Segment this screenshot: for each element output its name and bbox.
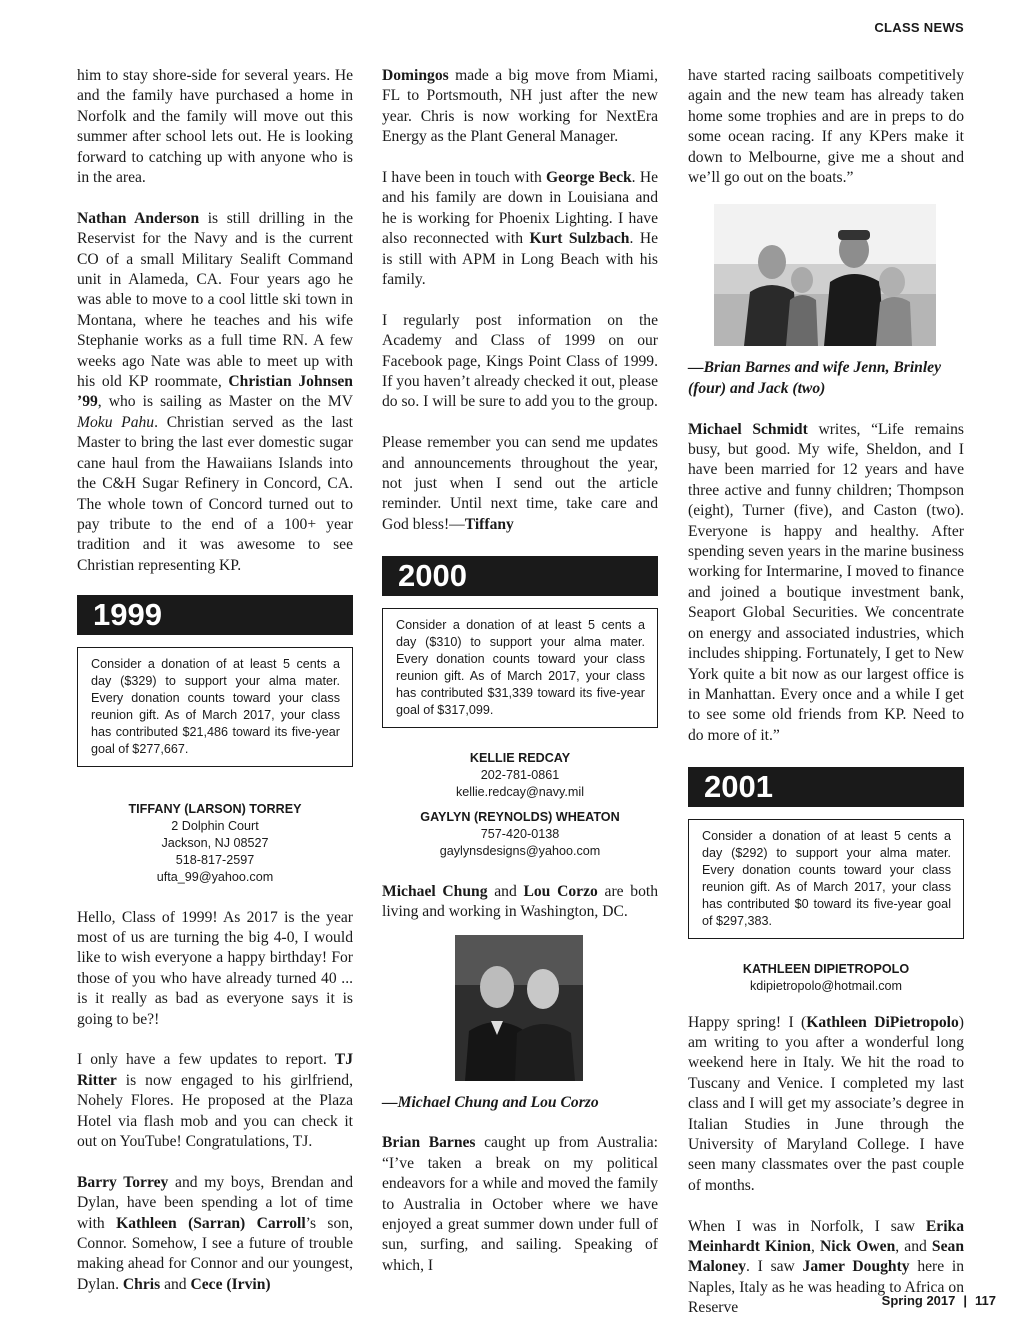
- donation-box: Consider a donation of at least 5 cents a day ($310) to support your alma mater. Every donation counts toward your class reunion gift. As of March 2017, your class has contributed $31,339 toward its five-year goal of $317,099.: [382, 608, 658, 728]
- paragraph: I regularly post information on the Academy and Class of 1999 on our Facebook page, Kings Point Class of 1999. If you haven’t already checked it out, please do so. I will be sure to add you to the group.: [382, 311, 658, 411]
- paragraph: Barry Torrey and my boys, Brendan and Dylan, have been spending a lot of time with Kathleen (Sarran) Carroll’s son, Connor. Somehow, I see a future of trouble making ahead for Connor and our youngest, Dylan. Chris and Cece (Irvin): [77, 1173, 353, 1293]
- photo-family-beach: [714, 204, 936, 346]
- class-year-banner: 1999: [77, 595, 353, 635]
- paragraph: When I was in Norfolk, I saw Erika Meinhardt Kinion, Nick Owen, and Sean Maloney. I saw Jamer Doughty here in Naples, Italy as he was heading to Africa on Reserve: [688, 1217, 965, 1317]
- paragraph: Domingos made a big move from Miami, FL to Portsmouth, NH just after the new year. Chris is now working for NextEra Energy as the Plant General Manager.: [382, 67, 658, 146]
- photo-caption: —Brian Barnes and wife Jenn, Brinley (four) and Jack (two): [688, 359, 942, 397]
- classmate-name: Barry Torrey: [77, 1173, 169, 1191]
- paragraph: I have been in touch with George Beck. He and his family are down in Louisiana and he is working for Phoenix Lighting. I have also reconnected with Kurt Sulzbach. He is still with APM in Long Beach with his family.: [382, 169, 658, 289]
- email-address: kellie.redcay@navy.mil: [455, 784, 585, 799]
- class-correspondent-contact: [382, 809, 658, 860]
- paragraph: Nathan Anderson is still drilling in the Reservist for the Navy and is the current CO of a small Military Sealift Command unit in Alameda, CA. Four years ago he was able to move to a cool little ski town in Montana, where he teaches and his wife Stephanie works as a full time RN. A few weeks ago Nate was able to meet up with his old KP roommate, Christian Johnsen ’99, who is sailing as Master on the MV Moku Pahu. Christian served as the last Master to bring the last ever domestic sugar cane haul from the Hawaiians Islands into the C&H Sugar Refinery in Concord, CA. The whole town of Concord turned out to pay tribute to the end of a 100+ year tradition and it was awesome to see Christian representing KP.: [77, 209, 353, 574]
- classmate-name: George Beck: [546, 169, 632, 187]
- photo-caption: —Michael Chung and Lou Corzo: [382, 1093, 599, 1111]
- address-line: 2 Dolphin Court: [171, 818, 259, 833]
- paragraph: him to stay shore-side for several years. He and the family have purchased a home in Norfolk and the family will move out this summer after school lets out. He is looking forward to catching up with anyone who is in the area.: [77, 67, 353, 187]
- phone-number: 518-817-2597: [175, 852, 255, 867]
- paragraph: Brian Barnes caught up from Australia: “I’ve taken a break on my political endeavors for a while and moved the family to Australia in October where we have enjoyed a great summer down under full of sun, surfing, and sailing. Speaking of which, I: [382, 1134, 658, 1274]
- email-address: gaylynsdesigns@yahoo.com: [439, 843, 601, 858]
- photo-illustration: [714, 204, 936, 346]
- paragraph: Please remember you can send me updates and announcements throughout the year, not just when I send out the article reminder. Until next time, take care and God bless!—Tiffany: [382, 434, 658, 533]
- email-address: kdipietropolo@hotmail.com: [749, 978, 903, 993]
- running-head: CLASS NEWS: [874, 20, 964, 35]
- paragraph: Michael Schmidt writes, “Life remains busy, but good. My wife, Sheldon, and I have been married for 12 years and have three active and funny children; Thompson (eight), Turner (five), and Caston (two). Everyone is happy and healthy. After spending seven years in the marine business working for Intermarine, I moved to finance and joined a boutique investment bank, Seaport Global Securities. We concentrate on energy and associated industries, which includes shipping. Fortunately, I get to New York quite a bit now as our largest office is in Manhattan. Every once and a while I get to see some old friends from KP. Need to do more of it.”: [688, 420, 964, 744]
- donation-box: Consider a donation of at least 5 cents a day ($329) to support your alma mater. Every donation counts toward your class reunion gift. As of March 2017, your class has contributed $21,486 toward its five-year goal of $277,667.: [77, 647, 353, 767]
- classmate-name: Christian Johnsen ’99: [77, 373, 353, 411]
- photo-two-men: [455, 935, 583, 1081]
- classmate-name: Lou Corzo: [523, 882, 598, 900]
- ship-name: Moku Pahu: [77, 413, 155, 431]
- column-1: [77, 66, 353, 1316]
- correspondent-signature: Tiffany: [464, 515, 514, 533]
- classmate-name: Kathleen (Sarran) Carroll: [116, 1214, 306, 1232]
- classmate-name: Michael Chung: [382, 882, 488, 900]
- classmate-name: Cece (Irvin): [190, 1275, 271, 1293]
- classmate-name: Domingos: [382, 67, 449, 84]
- paragraph: Happy spring! I (Kathleen DiPietropolo) am writing to you after a wonderful long weekend here in Italy. We hit the road to Tuscany and Venice. I completed my last class and I will get my associate’s degree in Italian Studies in June through the University of Maryland College. I have seen many classmates over the past couple of months.: [688, 1013, 964, 1194]
- page-number: 117: [975, 1293, 996, 1308]
- email-address: ufta_99@yahoo.com: [156, 869, 274, 884]
- correspondent-name: KATHLEEN DIPIETROPOLO: [742, 961, 910, 976]
- classmate-name: Kurt Sulzbach: [529, 230, 630, 248]
- classmate-name: Erika Meinhardt Kinion: [688, 1217, 964, 1255]
- class-correspondent-contact: [688, 961, 964, 995]
- classmate-name: Chris: [122, 1275, 161, 1293]
- class-year-banner: 2001: [688, 767, 964, 807]
- classmate-name: Nathan Anderson: [77, 209, 200, 227]
- class-year-banner: 2000: [382, 556, 658, 596]
- issue-label: Spring 2017: [881, 1293, 956, 1308]
- correspondent-name: KELLIE REDCAY: [469, 750, 571, 765]
- correspondent-name: GAYLYN (REYNOLDS) WHEATON: [420, 809, 620, 824]
- class-correspondent-contact: [382, 750, 658, 801]
- classmate-name: TJ Ritter: [77, 1051, 353, 1089]
- footer-separator: |: [963, 1293, 968, 1308]
- paragraph: Hello, Class of 1999! As 2017 is the year most of us are turning the big 4-0, I would like to wish everyone a happy birthday! For those of you who have already turned 40 ... is it really as bad as everyone says it is going to be?!: [77, 908, 353, 1028]
- classmate-name: Brian Barnes: [382, 1134, 476, 1152]
- classmate-name: Nick Owen: [819, 1237, 896, 1255]
- classmate-name: Sean Maloney: [688, 1237, 964, 1276]
- classmate-name: Kathleen DiPietropolo: [806, 1013, 959, 1031]
- column-2: [382, 66, 658, 1297]
- donation-box: Consider a donation of at least 5 cents a day ($292) to support your alma mater. Every donation counts toward your class reunion gift. As of March 2017, your class has contributed $0 toward its five-year goal of $297,383.: [688, 819, 964, 939]
- page-footer: [882, 1293, 996, 1308]
- classmate-name: Michael Schmidt: [688, 420, 808, 438]
- photo-illustration: [455, 935, 583, 1081]
- phone-number: 757-420-0138: [480, 826, 560, 841]
- correspondent-name: TIFFANY (LARSON) TORREY: [128, 801, 302, 816]
- paragraph: I only have a few updates to report. TJ Ritter is now engaged to his girlfriend, Nohely Flores. He proposed at the Plaza Hotel via flash mob and you can check it out on YouTube! Congratulations, TJ.: [77, 1051, 353, 1150]
- classmate-name: Jamer Doughty: [802, 1258, 910, 1276]
- phone-number: 202-781-0861: [480, 767, 560, 782]
- class-correspondent-contact: [77, 801, 353, 886]
- address-line: Jackson, NJ 08527: [161, 835, 269, 850]
- paragraph: have started racing sailboats competitively again and the new team has already taken home some trophies and are in preps to do some ocean racing. If any KPers make it down to Melbourne, give me a shout and we’ll go out on the boats.”: [688, 67, 964, 187]
- paragraph: Michael Chung and Lou Corzo are both living and working in Washington, DC.: [382, 882, 659, 921]
- column-3: [688, 66, 964, 1330]
